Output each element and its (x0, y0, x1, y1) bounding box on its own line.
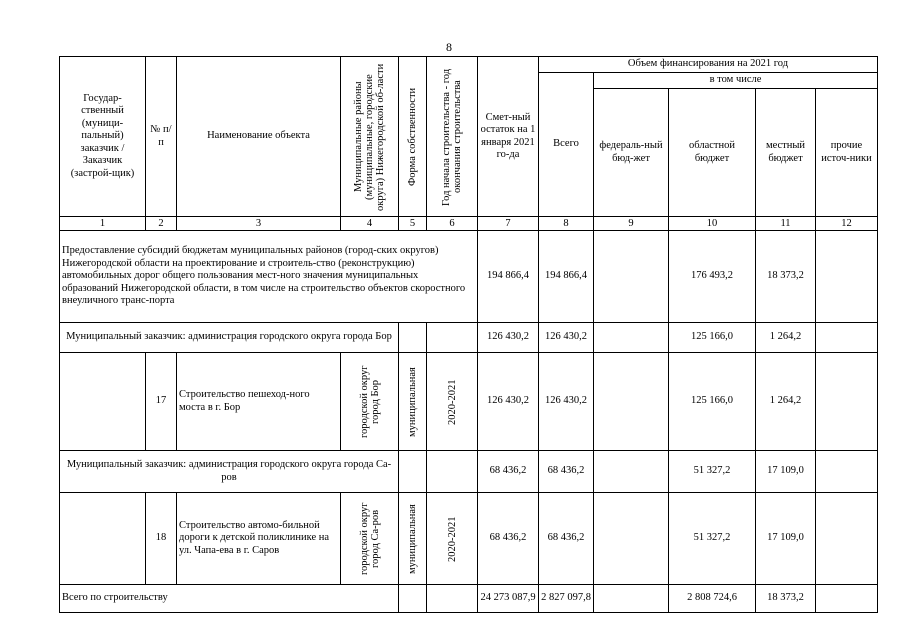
col-number: 6 (427, 217, 478, 231)
group-ownership (399, 323, 427, 353)
grand-total-years (427, 585, 478, 613)
object-estimate: 126 430,2 (478, 353, 539, 451)
group-years (427, 451, 478, 493)
object-estimate: 68 436,2 (478, 493, 539, 585)
grand-total-ownership (399, 585, 427, 613)
header-other: прочие источ-ники (816, 89, 878, 217)
object-regional: 51 327,2 (669, 493, 756, 585)
group-total: 68 436,2 (539, 451, 594, 493)
group-row (60, 451, 878, 493)
group-local: 1 264,2 (756, 323, 816, 353)
grand-total-local: 18 373,2 (756, 585, 816, 613)
group-estimate: 126 430,2 (478, 323, 539, 353)
object-years-cell (427, 493, 478, 585)
section-other (816, 231, 878, 323)
header-district-cell (341, 57, 399, 217)
grand-total-other (816, 585, 878, 613)
header-name: Наименование объекта (177, 57, 341, 217)
grand-total-row (60, 585, 878, 613)
object-district-cell (341, 353, 399, 451)
object-row (60, 493, 878, 585)
col-number: 8 (539, 217, 594, 231)
group-other (816, 323, 878, 353)
group-estimate: 68 436,2 (478, 451, 539, 493)
object-district-cell (341, 493, 399, 585)
header-ownership: Форма собственности (407, 87, 418, 186)
header-local: местный бюджет (756, 89, 816, 217)
column-numbers-row (60, 217, 878, 231)
grand-total-label: Всего по строительству (60, 585, 399, 613)
object-total: 68 436,2 (539, 493, 594, 585)
grand-total-federal (594, 585, 669, 613)
object-regional: 125 166,0 (669, 353, 756, 451)
col-number: 4 (341, 217, 399, 231)
header-including: в том числе (594, 73, 878, 89)
object-years: 2020-2021 (446, 515, 458, 562)
object-num: 17 (146, 353, 177, 451)
section-regional: 176 493,2 (669, 231, 756, 323)
object-district: городской округ город Бор (358, 365, 381, 438)
object-local: 1 264,2 (756, 353, 816, 451)
section-row (60, 231, 878, 323)
group-regional: 125 166,0 (669, 323, 756, 353)
section-local: 18 373,2 (756, 231, 816, 323)
col-number: 11 (756, 217, 816, 231)
col-number: 12 (816, 217, 878, 231)
header-ownership-cell (399, 57, 427, 217)
group-local: 17 109,0 (756, 451, 816, 493)
object-customer (60, 353, 146, 451)
group-customer: Муниципальный заказчик: администрация городского округа города Бор (60, 323, 399, 353)
header-regional: областной бюджет (669, 89, 756, 217)
col-number: 7 (478, 217, 539, 231)
grand-total-total: 2 827 097,8 (539, 585, 594, 613)
object-row (60, 353, 878, 451)
col-number: 2 (146, 217, 177, 231)
header-district: Муниципальные районы (муниципальные, городские округа) Нижегородской об-ласти (353, 62, 386, 211)
group-customer: Муниципальный заказчик: администрация городского округа города Са-ров (60, 451, 399, 493)
header-total: Всего (539, 73, 594, 217)
col-number: 9 (594, 217, 669, 231)
section-estimate: 194 866,4 (478, 231, 539, 323)
object-federal (594, 493, 669, 585)
object-local: 17 109,0 (756, 493, 816, 585)
object-ownership-cell (399, 493, 427, 585)
grand-total-regional: 2 808 724,6 (669, 585, 756, 613)
group-other (816, 451, 878, 493)
group-regional: 51 327,2 (669, 451, 756, 493)
object-other (816, 353, 878, 451)
group-years (427, 323, 478, 353)
header-num: № п/п (146, 57, 177, 217)
object-name: Строительство пешеход-ного моста в г. Бор (177, 353, 341, 451)
col-number: 1 (60, 217, 146, 231)
group-federal (594, 451, 669, 493)
col-number: 10 (669, 217, 756, 231)
object-ownership: муниципальная (407, 366, 418, 437)
object-ownership: муниципальная (407, 503, 418, 574)
header-federal: федераль-ный бюд-жет (594, 89, 669, 217)
object-name: Строительство автомо-бильной дороги к детской поликлинике на ул. Чапа-ева в г. Саров (177, 493, 341, 585)
group-total: 126 430,2 (539, 323, 594, 353)
object-years: 2020-2021 (446, 378, 458, 425)
object-federal (594, 353, 669, 451)
header-years-cell (427, 57, 478, 217)
object-customer (60, 493, 146, 585)
section-total: 194 866,4 (539, 231, 594, 323)
object-num: 18 (146, 493, 177, 585)
section-title: Предоставление субсидий бюджетам муниципальных районов (город-ских округов) Нижегородской области на проектирование и строитель-ство (реконструкцию) автомобильных дорог общего пользования мест-ного значения муниципальных образований Нижегородской области, в том числе на строительство объектов скоростного внеуличного транс-порта (60, 231, 478, 323)
group-ownership (399, 451, 427, 493)
col-number: 5 (399, 217, 427, 231)
object-district: городской округ город Са-ров (358, 502, 381, 575)
construction-table (59, 56, 878, 613)
page-number: 8 (446, 40, 452, 54)
object-total: 126 430,2 (539, 353, 594, 451)
grand-total-estimate: 24 273 087,9 (478, 585, 539, 613)
object-years-cell (427, 353, 478, 451)
section-federal (594, 231, 669, 323)
group-row (60, 323, 878, 353)
object-ownership-cell (399, 353, 427, 451)
header-customer: Государ-ственный (муници-пальный) заказчик / Заказчик (застрой-щик) (60, 57, 146, 217)
header-funding: Объем финансирования на 2021 год (539, 57, 878, 73)
header-estimate: Смет-ный остаток на 1 января 2021 го-да (478, 57, 539, 217)
group-federal (594, 323, 669, 353)
col-number: 3 (177, 217, 341, 231)
object-other (816, 493, 878, 585)
header-years: Год начала строительства - год окончания строительства (441, 67, 463, 206)
